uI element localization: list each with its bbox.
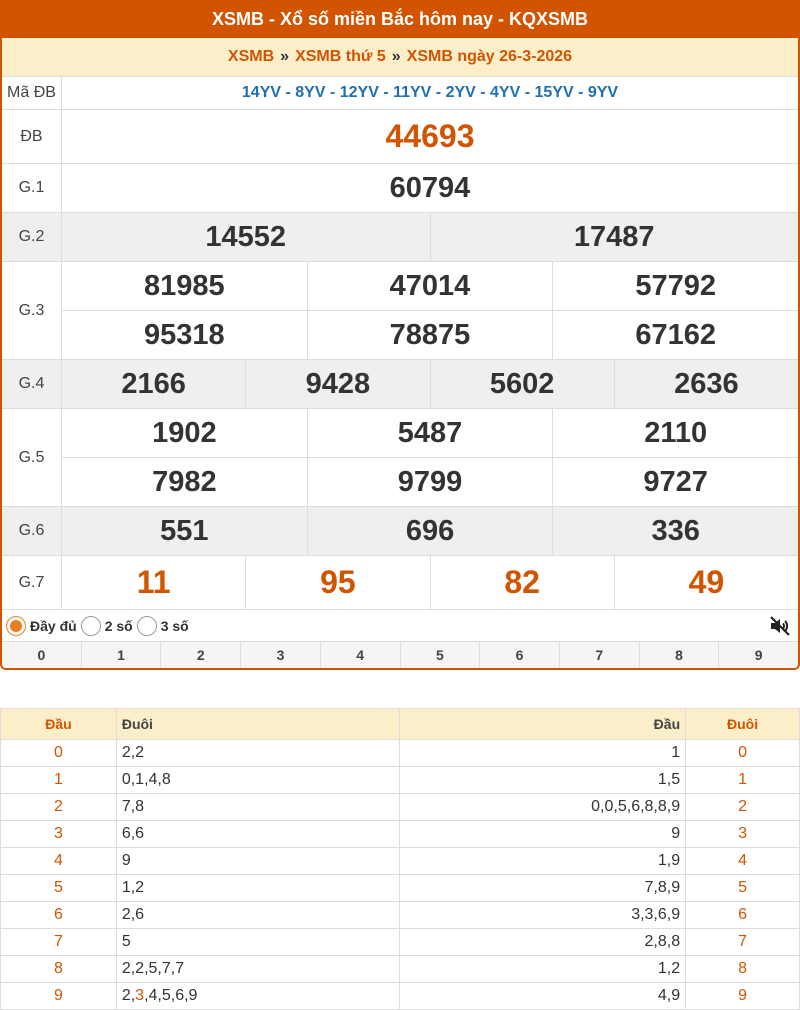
dau-cell: 1,9 xyxy=(400,848,686,875)
duoi-cell: 9 xyxy=(116,848,400,875)
duoi-cell: 3 xyxy=(686,821,800,848)
digit-button[interactable]: 8 xyxy=(639,642,719,668)
breadcrumb-xsmb-date[interactable]: XSMB ngày 26-3-2026 xyxy=(406,48,573,65)
row-g1 xyxy=(2,163,798,212)
option-three-digits[interactable] xyxy=(137,616,189,636)
prize-number: 82 xyxy=(430,556,614,609)
duoi-cell: 9 xyxy=(686,983,800,1010)
duoi-cell xyxy=(116,983,400,1010)
duoi-cell: 7 xyxy=(686,929,800,956)
table-row xyxy=(1,929,800,956)
madb-value: 14YV - 8YV - 12YV - 11YV - 2YV - 4YV - 15YV - 9YV xyxy=(241,84,619,101)
duoi-cell: 0 xyxy=(686,740,800,767)
prize-number: 95 xyxy=(245,556,429,609)
prize-number: 67162 xyxy=(552,311,798,359)
duoi-cell: 2,2 xyxy=(116,740,400,767)
row-g7 xyxy=(2,555,798,609)
digit-button[interactable]: 4 xyxy=(320,642,400,668)
dau-cell: 3,3,6,9 xyxy=(400,902,686,929)
row-label: G.2 xyxy=(2,213,62,261)
breadcrumb-xsmb-thu5[interactable]: XSMB thứ 5 xyxy=(295,48,386,65)
dau-cell: 1,2 xyxy=(400,956,686,983)
prize-number: 696 xyxy=(307,507,553,555)
table-row xyxy=(1,983,800,1010)
col-duoi: Đuôi xyxy=(116,709,400,740)
col-duoi: Đuôi xyxy=(686,709,800,740)
prize-number: 49 xyxy=(614,556,798,609)
dau-cell: 7 xyxy=(1,929,117,956)
row-label: G.1 xyxy=(2,164,62,212)
page-title: XSMB - Xổ số miền Bắc hôm nay - KQXSMB xyxy=(0,0,800,38)
row-g2 xyxy=(2,212,798,261)
row-label: G.5 xyxy=(2,409,62,506)
digit-button[interactable]: 5 xyxy=(400,642,480,668)
loto-header-row xyxy=(1,709,800,740)
table-row xyxy=(1,767,800,794)
dau-cell: 6 xyxy=(1,902,117,929)
prize-number: 5602 xyxy=(430,360,614,408)
digit-button[interactable]: 7 xyxy=(559,642,639,668)
dau-cell: 2,8,8 xyxy=(400,929,686,956)
radio-two-digits[interactable] xyxy=(81,616,101,636)
duoi-cell: 5 xyxy=(116,929,400,956)
dau-cell: 9 xyxy=(400,821,686,848)
digit-button[interactable]: 6 xyxy=(479,642,559,668)
prize-number: 551 xyxy=(160,514,209,547)
duoi-part-highlight: 3 xyxy=(135,987,145,1004)
duoi-cell: 2 xyxy=(686,794,800,821)
prize-number: 14552 xyxy=(205,220,287,253)
prize-number: 9727 xyxy=(552,458,798,506)
table-row xyxy=(1,875,800,902)
row-label: ĐB xyxy=(2,110,62,163)
row-label: G.7 xyxy=(2,556,62,609)
table-row xyxy=(1,794,800,821)
col-dau: Đầu xyxy=(1,709,117,740)
prize-number: 2166 xyxy=(121,367,186,400)
duoi-part: 2, xyxy=(121,987,136,1004)
loto-table xyxy=(0,708,800,1010)
row-label: G.4 xyxy=(2,360,62,408)
breadcrumb-separator: » xyxy=(280,48,290,65)
prize-number: 17487 xyxy=(430,213,799,261)
table-row xyxy=(1,821,800,848)
prize-number: 95318 xyxy=(144,318,225,351)
digit-button[interactable]: 1 xyxy=(81,642,161,668)
row-g3 xyxy=(2,261,798,359)
table-row xyxy=(1,848,800,875)
prize-number: 5487 xyxy=(307,409,553,457)
prize-number: 336 xyxy=(552,507,798,555)
display-options xyxy=(2,609,798,641)
special-prize: 44693 xyxy=(385,118,475,154)
option-full-label: Đầy đủ xyxy=(30,617,77,634)
dau-cell: 8 xyxy=(1,956,117,983)
dau-cell: 5 xyxy=(1,875,117,902)
prize-number: 2636 xyxy=(614,360,798,408)
breadcrumb xyxy=(2,38,798,76)
dau-cell: 4,9 xyxy=(400,983,686,1010)
digit-button[interactable]: 2 xyxy=(160,642,240,668)
col-dau: Đầu xyxy=(400,709,686,740)
dau-cell: 1 xyxy=(400,740,686,767)
breadcrumb-xsmb[interactable]: XSMB xyxy=(227,48,275,65)
mute-icon[interactable] xyxy=(768,614,792,638)
duoi-cell: 4 xyxy=(686,848,800,875)
option-two-label: 2 số xyxy=(104,617,133,634)
row-label: G.3 xyxy=(2,262,62,359)
prize-number: 78875 xyxy=(307,311,553,359)
duoi-cell: 8 xyxy=(686,956,800,983)
duoi-cell: 1 xyxy=(686,767,800,794)
option-full[interactable] xyxy=(6,616,77,636)
dau-cell: 0,0,5,6,8,8,9 xyxy=(400,794,686,821)
radio-three-digits[interactable] xyxy=(137,616,157,636)
prize-number: 60794 xyxy=(389,171,471,204)
option-three-label: 3 số xyxy=(160,617,189,634)
prize-number: 47014 xyxy=(307,262,553,310)
duoi-cell: 0,1,4,8 xyxy=(116,767,400,794)
duoi-cell: 6,6 xyxy=(116,821,400,848)
row-g6 xyxy=(2,506,798,555)
duoi-cell: 2,6 xyxy=(116,902,400,929)
dau-cell: 0 xyxy=(1,740,117,767)
duoi-cell: 6 xyxy=(686,902,800,929)
duoi-cell: 5 xyxy=(686,875,800,902)
row-db xyxy=(2,109,798,163)
table-row xyxy=(1,956,800,983)
digit-button[interactable]: 9 xyxy=(718,642,798,668)
row-label: G.6 xyxy=(2,507,62,555)
prize-number: 1902 xyxy=(152,416,217,449)
table-row xyxy=(1,740,800,767)
breadcrumb-separator: » xyxy=(391,48,401,65)
prize-number: 57792 xyxy=(552,262,798,310)
duoi-part: ,4,5,6,9 xyxy=(144,987,198,1004)
dau-cell: 2 xyxy=(1,794,117,821)
prize-number: 7982 xyxy=(152,465,217,498)
dau-cell: 3 xyxy=(1,821,117,848)
prize-number: 9799 xyxy=(307,458,553,506)
prize-number: 11 xyxy=(136,564,171,600)
duoi-cell: 1,2 xyxy=(116,875,400,902)
option-two-digits[interactable] xyxy=(81,616,133,636)
digit-button[interactable]: 0 xyxy=(37,647,46,663)
prize-number: 2110 xyxy=(552,409,798,457)
prize-number: 81985 xyxy=(144,269,225,302)
dau-cell: 1,5 xyxy=(400,767,686,794)
dau-cell: 4 xyxy=(1,848,117,875)
dau-cell: 1 xyxy=(1,767,117,794)
row-g4 xyxy=(2,359,798,408)
prize-number: 9428 xyxy=(245,360,429,408)
duoi-cell: 2,2,5,7,7 xyxy=(116,956,400,983)
duoi-cell: 7,8 xyxy=(116,794,400,821)
table-row xyxy=(1,902,800,929)
digit-button[interactable]: 3 xyxy=(240,642,320,668)
dau-cell: 7,8,9 xyxy=(400,875,686,902)
row-label: Mã ĐB xyxy=(2,77,62,109)
dau-cell: 9 xyxy=(1,983,117,1010)
row-madb xyxy=(2,76,798,109)
row-g5 xyxy=(2,408,798,506)
radio-full[interactable] xyxy=(6,616,26,636)
digit-filter xyxy=(2,641,798,668)
